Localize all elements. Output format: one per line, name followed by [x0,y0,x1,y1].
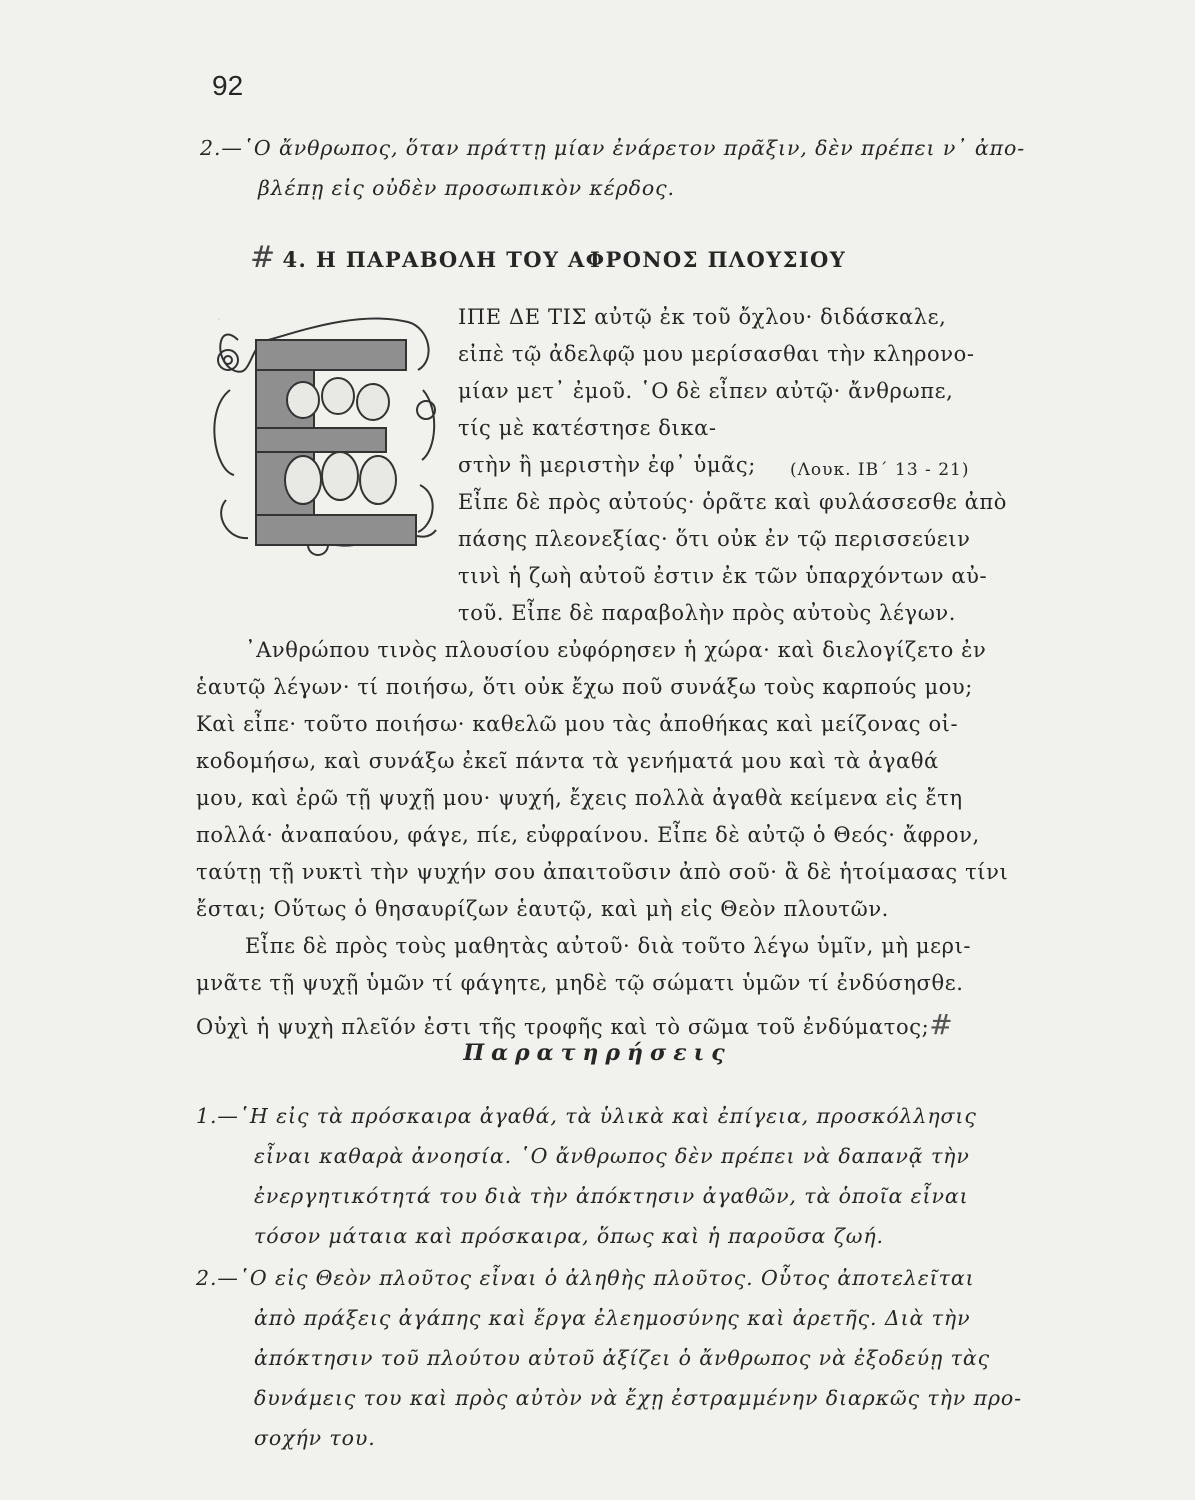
section-title: 4. Η ΠΑΡΑΒΟΛΗ ΤΟΥ ΑΦΡΟΝΟΣ ΠΛΟΥΣΙΟΥ [282,247,847,272]
body-line: στὴν ἢ μεριστὴν ἐφ᾽ ὑμᾶς; [458,453,756,477]
scripture-reference: (Λουκ. ΙΒ΄ 13 - 21) [790,460,970,480]
body-line: ταύτῃ τῇ νυκτὶ τὴν ψυχήν σου ἀπαιτοῦσιν ἀπὸ σοῦ· ἃ δὲ ἡτοίμασας τίνι [196,860,1009,884]
jar-illustration [287,382,319,418]
body-line: ἔσται; Οὕτως ὁ θησαυρίζων ἑαυτῷ, καὶ μὴ εἰς Θεὸν πλουτῶν. [196,897,889,921]
end-hash-mark: # [929,1008,954,1041]
jar-illustration [322,452,358,500]
body-line: Εἶπε δὲ πρὸς αὐτούς· ὁρᾶτε καὶ φυλάσσεσθε ἀπὸ [458,490,1008,514]
body-line-text: Οὐχὶ ἡ ψυχὴ πλεῖόν ἐστι τῆς τροφῆς καὶ τὸ σῶμα τοῦ ἐνδύματος; [196,1015,930,1039]
observations-title: Παρατηρήσεις [463,1040,732,1066]
jar-illustration [322,378,354,414]
observation-line: ἀπὸ πράξεις ἀγάπης καὶ ἔργα ἐλεημοσύνης καὶ ἀρετῆς. Διὰ τὴν [254,1306,971,1330]
observation-line: δυνάμεις του καὶ πρὸς αὐτὸν νὰ ἔχῃ ἐστραμμένην διαρκῶς τὴν προ- [254,1386,1022,1410]
observation-line: σοχήν του. [254,1426,376,1450]
observation-item [196,1096,977,1256]
observation-line: τόσον μάταια καὶ πρόσκαιρα, ὅπως καὶ ἡ παροῦσα ζωή. [254,1224,884,1248]
jar-illustration [360,456,396,504]
observation-line: ἐνεργητικότητά του διὰ τὴν ἀπόκτησιν ἀγαθῶν, τὰ ὁποῖα εἶναι [254,1184,969,1208]
ornament-vine [418,390,434,532]
body-line: τινὶ ἡ ζωὴ αὐτοῦ ἐστιν ἐκ τῶν ὑπαρχόντων αὐ- [458,564,988,588]
hash-mark: # [250,240,277,275]
ornament-vine [214,390,248,538]
body-line: κοδομήσω, καὶ συνάξω ἐκεῖ πάντα τὰ γενήματά μου καὶ τὰ ἀγαθά [196,749,939,773]
body-line: πολλά· ἀναπαύου, φάγε, πίε, εὐφραίνου. Εἶπε δὲ αὐτῷ ὁ Θεός· ἄφρον, [196,823,980,847]
body-line: μου, καὶ ἐρῶ τῇ ψυχῇ μου· ψυχή, ἔχεις πολλὰ ἀγαθὰ κείμενα εἰς ἔτη [196,786,963,810]
letter-arm-middle [256,428,386,452]
intro-item-line: βλέπῃ εἰς οὐδὲν προσωπικὸν κέρδος. [258,176,675,200]
body-line: τοῦ. Εἶπε δὲ παραβολὴν πρὸς αὐτοὺς λέγων. [458,601,957,625]
body-line: Εἶπε δὲ πρὸς τοὺς μαθητὰς αὐτοῦ· διὰ τοῦτο λέγω ὑμῖν, μὴ μερι- [245,934,972,958]
letter-arm-bottom [256,515,416,545]
observation-line: ῾Ο εἰς Θεὸν πλοῦτος εἶναι ὁ ἀληθὴς πλοῦτος. Οὗτος ἀποτελεῖται [238,1266,975,1290]
intro-item-number: 2.— [200,136,243,160]
intro-item-line: ῾Ο ἄνθρωπος, ὅταν πράττῃ μίαν ἐνάρετον πρᾶξιν, δὲν πρέπει ν᾽ ἀπο- [242,136,1026,160]
body-line: ἑαυτῷ λέγων· τί ποιήσω, ὅτι οὐκ ἔχω ποῦ συνάξω τοὺς καρπούς μου; [196,675,973,699]
observation-number: 2.— [196,1266,239,1290]
body-line: Καὶ εἶπε· τοῦτο ποιήσω· καθελῶ μου τὰς ἀποθήκας καὶ μείζονας οἰ- [196,712,959,736]
ornament-flower [224,356,232,364]
jar-illustration [357,384,389,420]
body-line: μίαν μετ᾽ ἐμοῦ. ῾Ο δὲ εἶπεν αὐτῷ· ἄνθρωπε, [458,379,954,403]
observation-line: ἀπόκτησιν τοῦ πλούτου αὐτοῦ ἀξίζει ὁ ἄνθρωπος νὰ ἐξοδεύῃ τὰς [254,1346,990,1370]
body-line: μνᾶτε τῇ ψυχῇ ὑμῶν τί φάγητε, μηδὲ τῷ σώματι ὑμῶν τί ἐνδύσησθε. [196,971,964,995]
letter-arm-top [256,340,406,370]
body-line: πάσης πλεονεξίας· ὅτι οὐκ ἐν τῷ περισσεύειν [458,527,971,551]
observation-item [196,1258,1022,1458]
page-number: 92 [212,70,244,101]
decorated-initial-letter [208,300,440,562]
initial-letter-glyph: Ε [218,319,220,321]
intro-item [200,128,1025,208]
body-line: τίς μὲ κατέστησε δικα- [458,416,717,440]
jar-illustration [285,456,321,504]
observation-line: εἶναι καθαρὰ ἀνοησία. ῾Ο ἄνθρωπος δὲν πρέπει νὰ δαπανᾷ τὴν [254,1144,970,1168]
section-heading [250,240,846,275]
body-line: ΙΠΕ ΔΕ ΤΙΣ αὐτῷ ἐκ τοῦ ὄχλου· διδάσκαλε, [458,305,947,329]
body-line: ᾿Ανθρώπου τινὸς πλουσίου εὐφόρησεν ἡ χώρα· καὶ διελογίζετο ἐν [245,638,987,662]
observation-line: ῾Η εἰς τὰ πρόσκαιρα ἀγαθά, τὰ ὑλικὰ καὶ ἐπίγεια, προσκόλλησις [238,1104,977,1128]
observation-number: 1.— [196,1104,239,1128]
body-line [196,1008,953,1041]
body-line: εἰπὲ τῷ ἀδελφῷ μου μερίσασθαι τὴν κληρονο- [458,342,975,366]
